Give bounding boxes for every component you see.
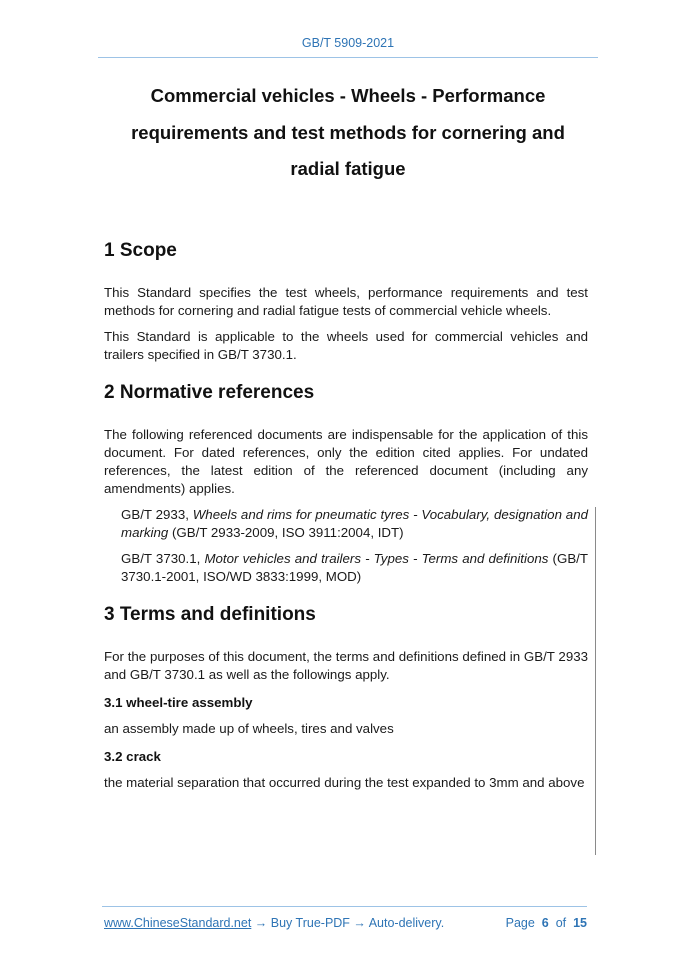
- website-link[interactable]: www.ChineseStandard.net: [104, 916, 252, 930]
- page-indicator: [506, 916, 587, 930]
- title-line-2: requirements and test methods for cornering and: [131, 121, 565, 143]
- current-page: 6: [541, 916, 549, 930]
- term-heading: 3.2 crack: [104, 749, 161, 764]
- term-definition: an assembly made up of wheels, tires and valves: [104, 721, 394, 736]
- document-title: [98, 78, 598, 188]
- footer-promo-text: → Buy True-PDF → Auto-delivery.: [251, 916, 445, 930]
- running-header: GB/T 5909-2021: [301, 36, 395, 50]
- reference-code: GB/T 2933,: [121, 507, 193, 522]
- title-line-3: radial fatigue: [290, 158, 406, 179]
- term-heading: 3.1 wheel-tire assembly: [104, 695, 253, 710]
- change-bar: [595, 507, 596, 855]
- reference-item: [121, 550, 588, 586]
- section-heading-normative-references: 2 Normative references: [104, 382, 315, 403]
- document-body: [104, 240, 588, 792]
- footer-promo: [104, 916, 444, 930]
- page-of-label: of: [555, 916, 567, 930]
- reference-title: Motor vehicles and trailers - Types - Terms and definitions: [204, 551, 549, 566]
- page-footer: [104, 916, 587, 930]
- reference-equivalence: (GB/T 2933-2009, ISO 3911:2004, IDT): [168, 525, 404, 540]
- header-divider: [98, 57, 598, 58]
- footer-divider: [102, 906, 587, 907]
- page-label: Page: [505, 916, 535, 930]
- terms-intro-paragraph: For the purposes of this document, the terms and definitions defined in GB/T 2933 and GB/T 3730.1 as well as the followings apply.: [104, 649, 588, 682]
- reference-item: [121, 506, 588, 542]
- reference-equivalence: (GB/T 3730.1-2001, ISO/WD 3833:1999, MOD): [121, 551, 589, 584]
- total-pages: 15: [573, 916, 587, 930]
- reference-title: Wheels and rims for pneumatic tyres - Vocabulary, designation and marking: [121, 507, 588, 540]
- section-heading-scope: 1 Scope: [104, 240, 177, 261]
- section-heading-terms-definitions: 3 Terms and definitions: [104, 604, 316, 625]
- scope-paragraph-1: This Standard specifies the test wheels, performance requirements and test methods for cornering and radial fatigue tests of commercial vehicle wheels.: [104, 285, 588, 318]
- term-definition: the material separation that occurred during the test expanded to 3mm and above: [104, 775, 585, 790]
- normative-intro-paragraph: The following referenced documents are indispensable for the application of this document. For dated references, only the edition cited applies. For undated references, the latest edition of the referenced document (including any amendments) applies.: [104, 427, 588, 496]
- reference-code: GB/T 3730.1,: [121, 551, 205, 566]
- title-line-1: Commercial vehicles - Wheels - Performance: [150, 85, 546, 106]
- scope-paragraph-2: This Standard is applicable to the wheels used for commercial vehicles and trailers specified in GB/T 3730.1.: [104, 329, 588, 362]
